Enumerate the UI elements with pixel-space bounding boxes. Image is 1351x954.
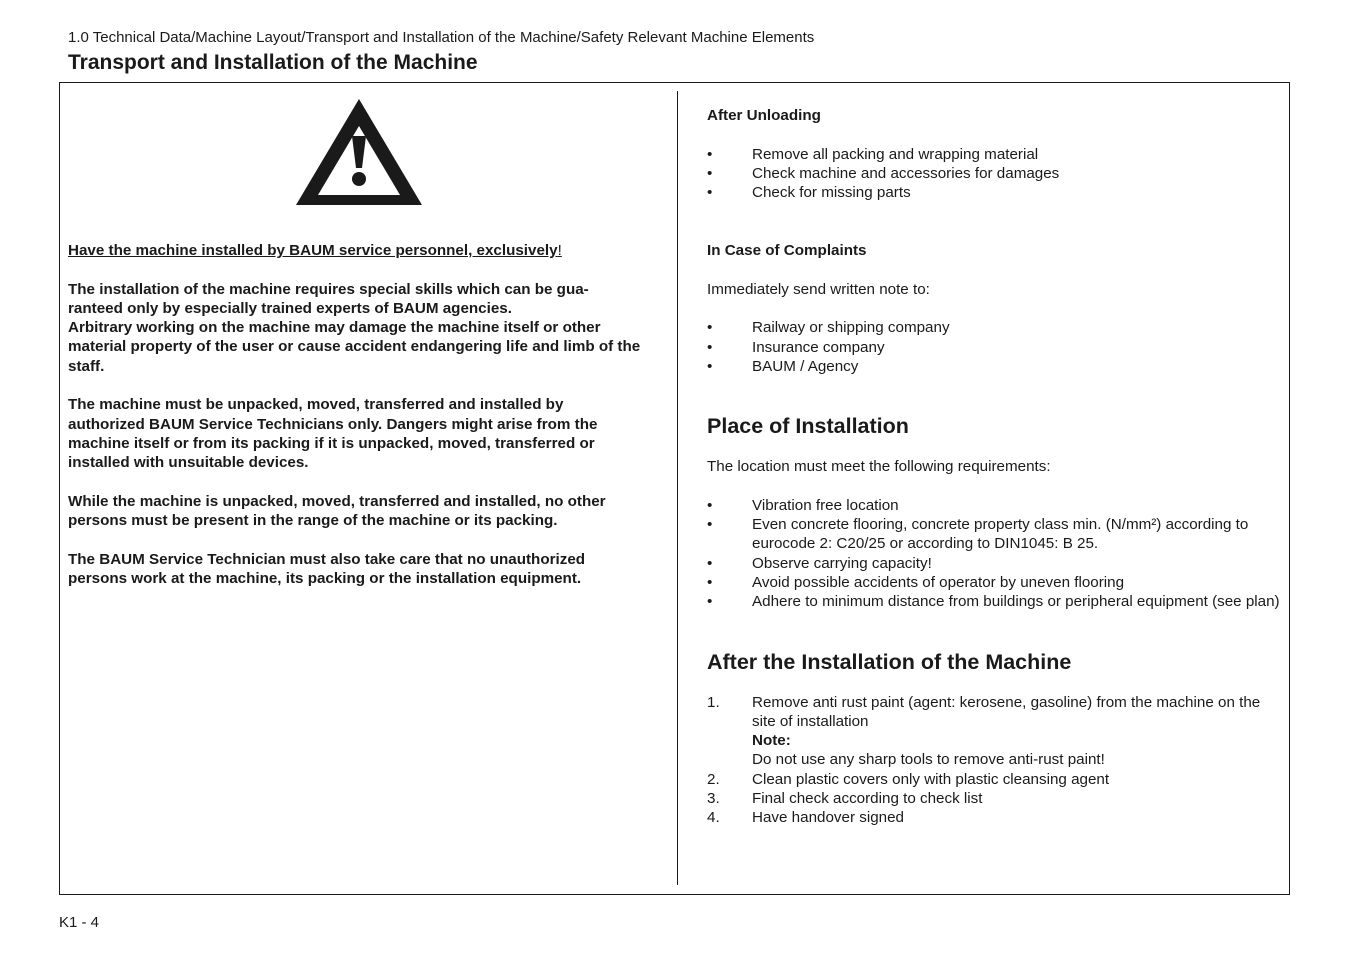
paragraph-unauthorized-persons: The BAUM Service Technician must also take care that no unauthorized persons work at the machine, its packing or the installation equipment. [68,550,586,588]
note-label: Note: [752,732,791,750]
notice [68,241,643,260]
after-unloading-list [707,145,1282,203]
step-number: 4. [707,809,720,827]
list-item [707,183,1282,202]
paragraph-arbitrary-working: Arbitrary working on the machine may damage the machine itself or other material property of the user or cause accident endangering life and limb of the staff. [68,319,641,375]
list-item-text: Remove anti rust paint (agent: kerosene, gasoline) from the machine on the site of installation [752,693,1261,730]
list-item [707,693,1282,770]
paragraph-installation-skills: The installation of the machine requires special skills which can be gua-ranteed only by especially trained experts of BAUM agencies. [68,280,589,317]
bullet-icon: • [707,496,713,514]
list-item [707,808,1282,827]
list-item-text: Avoid possible accidents of operator by uneven flooring [752,573,1125,591]
left-column [68,241,643,608]
after-unloading-heading: After Unloading [707,107,821,124]
bullet-icon: • [707,184,713,202]
list-item [707,357,1282,376]
paragraph-authorized-technicians: The machine must be unpacked, moved, transferred and installed by authorized BAUM Service Technicians only. Dangers might arise from the machine itself or from its packing if it is unpacked, moved, transferred or installed with unsuitable devices. [68,396,598,472]
step-number: 2. [707,770,720,788]
page-title: Transport and Installation of the Machine [68,51,478,74]
bullet-icon: • [707,357,713,375]
list-item-text: Observe carrying capacity! [752,554,932,572]
step-number: 3. [707,790,720,808]
list-item-text: Final check according to check list [752,790,983,808]
note-text: Do not use any sharp tools to remove anti-rust paint! [752,751,1105,769]
list-item [707,573,1282,592]
bullet-icon: • [707,338,713,356]
bullet-icon: • [707,319,713,337]
complaints-heading: In Case of Complaints [707,242,867,260]
list-item-text: Vibration free location [752,496,899,514]
bullet-icon: • [707,164,713,182]
bullet-icon: • [707,573,713,591]
notice-text: Have the machine installed by BAUM service personnel, exclusively [68,242,558,259]
breadcrumb: 1.0 Technical Data/Machine Layout/Transport and Installation of the Machine/Safety Relevant Machine Elements [68,29,815,46]
paragraph-no-other-persons: While the machine is unpacked, moved, transferred and installed, no other persons must be present in the range of the machine or its packing. [68,492,606,530]
right-column [707,106,1282,828]
list-item [707,554,1282,573]
list-item [707,164,1282,183]
list-item-text: Check machine and accessories for damages [752,164,1060,182]
list-item-text: Check for missing parts [752,184,911,202]
list-item-text: Even concrete flooring, concrete property class min. (N/mm²) according to eurocode 2: C20/25 or according to DIN1045: B 25. [752,516,1249,553]
list-item-text: Insurance company [752,338,885,356]
list-item [707,789,1282,808]
notice-exclamation: ! [557,242,562,259]
list-item [707,338,1282,357]
list-item-text: Have handover signed [752,809,904,827]
list-item-text: Clean plastic covers only with plastic cleansing agent [752,770,1110,788]
column-divider [677,91,678,885]
complaints-intro: Immediately send written note to: [707,280,930,298]
bullet-icon: • [707,593,713,611]
place-of-installation-heading: Place of Installation [707,414,909,439]
list-item [707,515,1282,554]
place-requirements-list [707,496,1282,612]
bullet-icon: • [707,516,713,534]
page-number: K1 - 4 [59,914,100,931]
step-number: 1. [707,693,720,711]
list-item-text: Adhere to minimum distance from buildings or peripheral equipment (see plan) [752,593,1280,611]
bullet-icon: • [707,554,713,572]
list-item-text: Remove all packing and wrapping material [752,145,1039,163]
list-item-text: BAUM / Agency [752,357,859,375]
list-item [707,770,1282,789]
after-installation-steps [707,693,1282,828]
list-item [707,592,1282,611]
place-intro: The location must meet the following requirements: [707,458,1051,476]
complaints-list [707,318,1282,376]
list-item [707,318,1282,337]
list-item-text: Railway or shipping company [752,319,950,337]
list-item [707,496,1282,515]
list-item [707,145,1282,164]
after-installation-heading: After the Installation of the Machine [707,649,1072,674]
bullet-icon: • [707,145,713,163]
warning-triangle-icon [294,96,424,208]
